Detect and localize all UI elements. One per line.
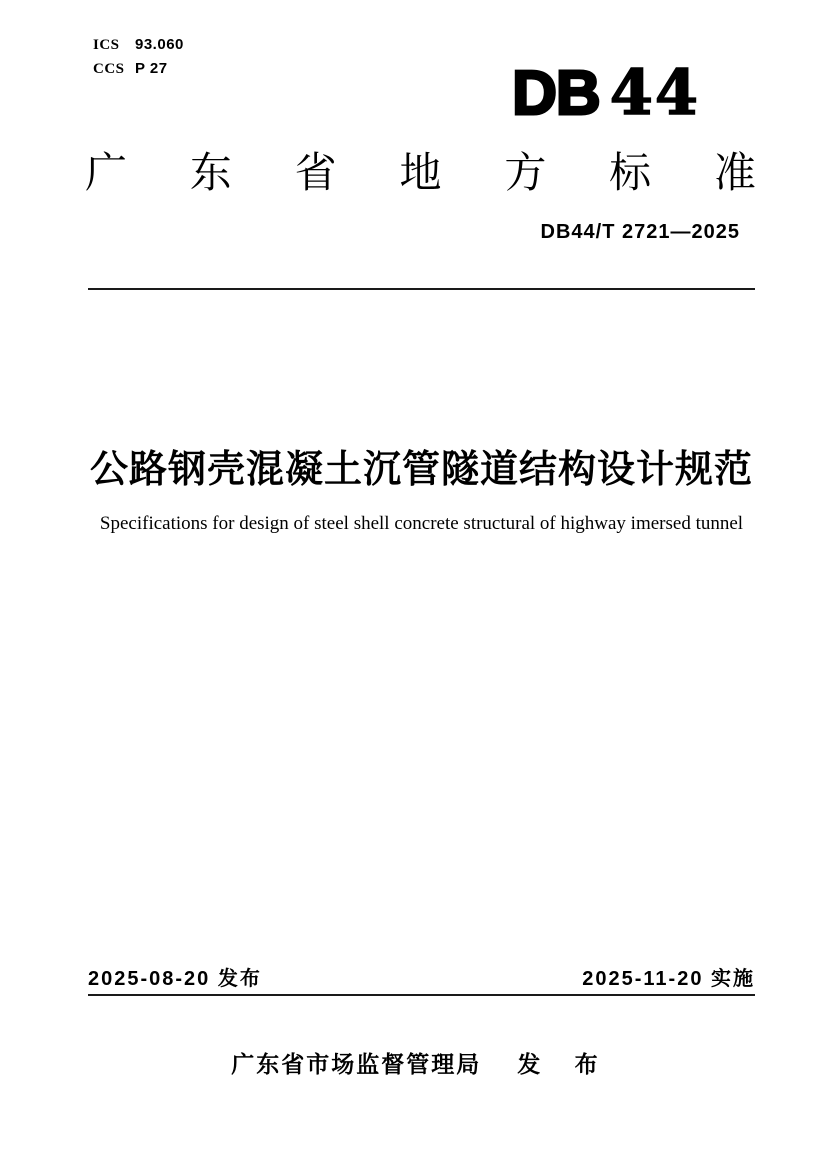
page-title-english: Specifications for design of steel shell concrete structural of highway imersed tunnel xyxy=(99,513,744,534)
standard-name-char: 地 xyxy=(399,149,442,196)
ccs-label: CCS xyxy=(93,61,125,77)
publisher-name: 广东省市场监督管理局 xyxy=(231,1051,482,1077)
standard-name-char: 准 xyxy=(713,149,756,196)
standard-name-char: 东 xyxy=(189,149,232,196)
top-rule xyxy=(88,288,755,290)
implementation-date: 2025-11-20 实施 xyxy=(582,968,755,990)
standard-name-char: 广 xyxy=(85,149,128,196)
standard-name-char: 标 xyxy=(609,149,652,196)
db44-logo xyxy=(512,56,700,129)
document-number: DB44/T 2721—2025 xyxy=(540,221,740,243)
ccs-value: P 27 xyxy=(135,60,168,77)
ics-value: 93.060 xyxy=(135,36,184,53)
publish-label: 发 布 xyxy=(517,1051,612,1077)
db44-logo-number: 44 xyxy=(609,56,700,129)
dates-row xyxy=(88,962,755,991)
standard-name-char: 省 xyxy=(294,149,337,196)
publisher-row xyxy=(88,1046,755,1079)
ics-line xyxy=(93,33,184,57)
page-title: 公路钢壳混凝土沉管隧道结构设计规范 xyxy=(89,449,753,491)
classification-codes xyxy=(93,33,184,81)
db44-logo-db: DB xyxy=(512,59,600,128)
bottom-rule xyxy=(88,994,755,996)
standard-name-heading xyxy=(85,150,756,196)
standard-name-char: 方 xyxy=(504,149,547,196)
ccs-line xyxy=(93,57,184,81)
ics-label: ICS xyxy=(93,37,120,53)
issue-date: 2025-08-20 发布 xyxy=(88,968,262,990)
